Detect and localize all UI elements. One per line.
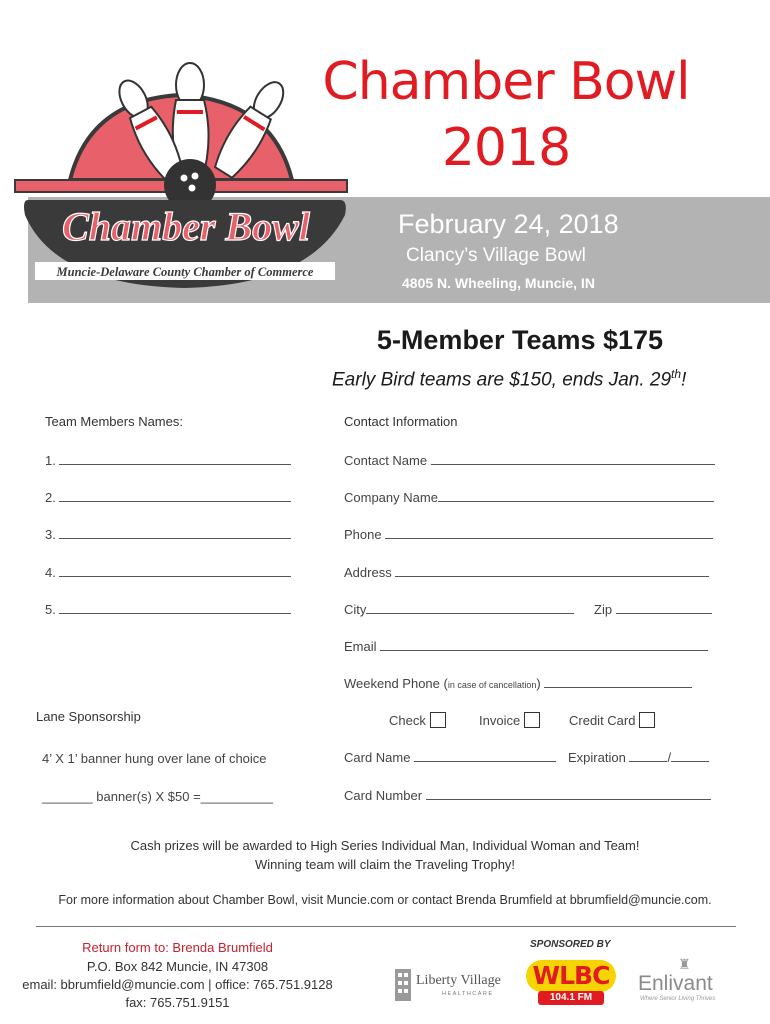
event-address: 4805 N. Wheeling, Muncie, IN bbox=[402, 275, 595, 291]
invoice-option[interactable]: Invoice bbox=[479, 712, 540, 728]
lane-sponsorship-header: Lane Sponsorship bbox=[36, 709, 141, 724]
address-field[interactable]: Address bbox=[344, 564, 709, 580]
invoice-checkbox[interactable] bbox=[524, 712, 540, 728]
sponsorship-quantity[interactable]: _______ banner(s) X $50 =__________ bbox=[42, 789, 273, 804]
zip-field[interactable]: Zip bbox=[594, 601, 712, 617]
chamber-bowl-logo bbox=[10, 40, 350, 295]
return-po: P.O. Box 842 Muncie, IN 47308 bbox=[86, 959, 269, 974]
info-line: For more information about Chamber Bowl, visit Muncie.com or contact Brenda Brumfield at bbrumfield@muncie.com. bbox=[58, 893, 712, 907]
crown-icon: ♜ bbox=[678, 956, 691, 972]
return-contact: email: bbrumfield@muncie.com | office: 765.751.9128 bbox=[22, 977, 333, 992]
team-member-row[interactable]: 1. bbox=[45, 452, 291, 468]
footer-divider bbox=[36, 926, 736, 927]
event-title-line2: 2018 bbox=[441, 118, 571, 178]
credit-card-checkbox[interactable] bbox=[639, 712, 655, 728]
team-member-row[interactable]: 4. bbox=[45, 564, 291, 580]
event-venue: Clancy’s Village Bowl bbox=[406, 245, 586, 266]
card-number-field[interactable]: Card Number bbox=[344, 787, 711, 803]
liberty-village-logo: Liberty Village HEALTHCARE bbox=[392, 965, 518, 1005]
check-checkbox[interactable] bbox=[430, 712, 446, 728]
check-option[interactable]: Check bbox=[389, 712, 446, 728]
wlbc-logo: WLBC 104.1 FM bbox=[524, 958, 620, 1008]
contact-info-header: Contact Information bbox=[344, 414, 458, 429]
return-fax: fax: 765.751.9151 bbox=[125, 995, 230, 1010]
prizes-line2: Winning team will claim the Traveling Trophy! bbox=[254, 857, 516, 872]
pricing-headline: 5-Member Teams $175 bbox=[376, 325, 664, 355]
email-field[interactable]: Email bbox=[344, 638, 708, 654]
enlivant-logo: ♜ Enlivant Where Senior Living Thrives bbox=[638, 956, 716, 1002]
company-name-field[interactable]: Company Name bbox=[344, 489, 714, 505]
team-member-row[interactable]: 5. bbox=[45, 601, 291, 617]
team-members-header: Team Members Names: bbox=[45, 414, 183, 429]
logo-org-name: Muncie-Delaware County Chamber of Commerce bbox=[56, 265, 314, 279]
team-member-row[interactable]: 3. bbox=[45, 526, 291, 542]
contact-name-field[interactable]: Contact Name bbox=[344, 452, 715, 468]
weekend-phone-field[interactable]: Weekend Phone (in case of cancellation) bbox=[344, 675, 692, 691]
return-to-label: Return form to: Brenda Brumfield bbox=[82, 940, 273, 955]
prizes-line1: Cash prizes will be awarded to High Series Individual Man, Individual Woman and Team! bbox=[130, 838, 640, 853]
event-date: February 24, 2018 bbox=[398, 209, 619, 239]
early-bird-note: Early Bird teams are $150, ends Jan. 29th! bbox=[332, 367, 687, 391]
card-name-field[interactable]: Card Name bbox=[344, 749, 556, 765]
credit-card-option[interactable]: Credit Card bbox=[569, 712, 655, 728]
sponsored-by-heading: SPONSORED BY bbox=[530, 939, 611, 950]
phone-field[interactable]: Phone bbox=[344, 526, 713, 542]
logo-wordmark: Chamber Bowl bbox=[62, 204, 310, 249]
city-field[interactable]: City bbox=[344, 601, 574, 617]
sponsorship-description: 4’ X 1’ banner hung over lane of choice bbox=[42, 751, 267, 766]
event-title-line1: Chamber Bowl bbox=[322, 52, 690, 112]
team-member-row[interactable]: 2. bbox=[45, 489, 291, 505]
expiration-field[interactable]: Expiration / bbox=[568, 749, 709, 765]
building-icon bbox=[392, 965, 414, 1003]
